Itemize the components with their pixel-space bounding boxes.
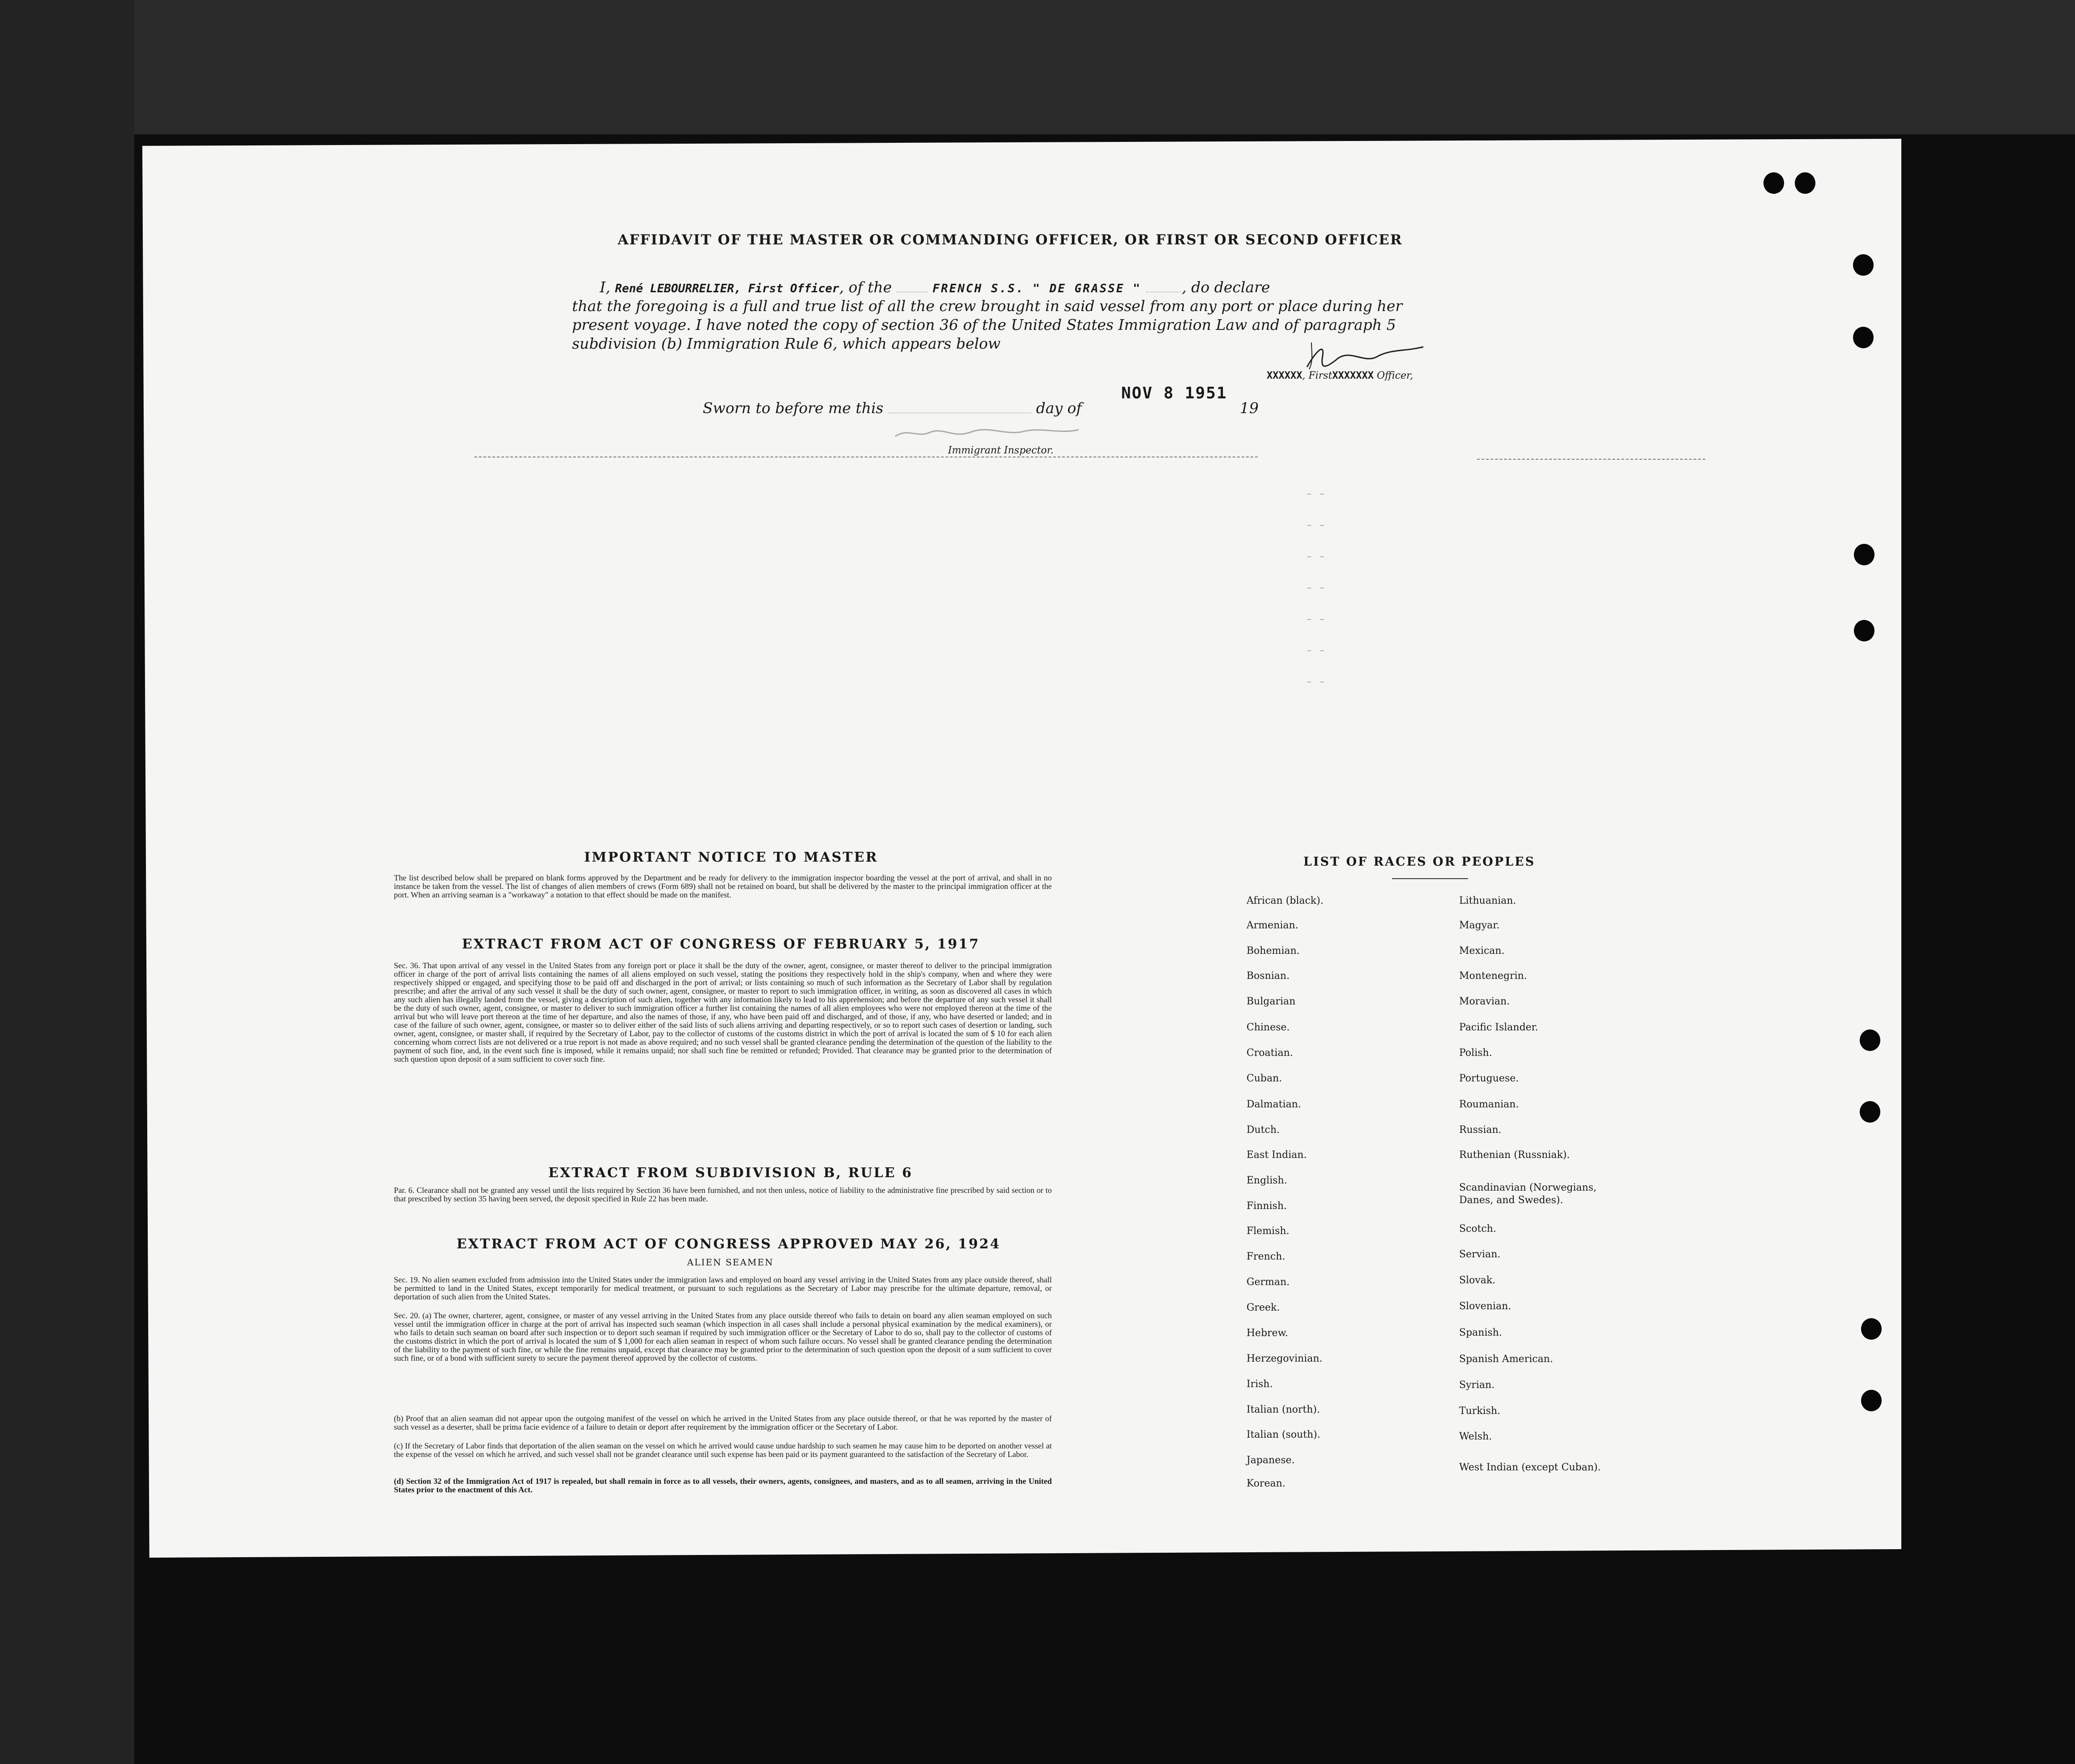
extract1-title: EXTRACT FROM ACT OF CONGRESS OF FEBRUARY 5, 1917 bbox=[462, 936, 980, 952]
race-left-item: French. bbox=[1247, 1251, 1285, 1262]
punch-hole bbox=[1795, 172, 1815, 194]
extract2-text: Par. 6. Clearance shall not be granted any vessel until the lists required by Section 36 have been furnished, and not then unless, notice of liability to the administrative fine prescribed by said section or to that prescribed by section 35 having been served, the deposit specified in Rule 22 has been made. bbox=[394, 1186, 1052, 1203]
punch-hole bbox=[1861, 1318, 1882, 1340]
race-right-item: Portuguese. bbox=[1459, 1073, 1519, 1084]
extract3-paragraph-4: (c) If the Secretary of Labor finds that deportation of the alien seaman on the vessel on which he arrived would cause undue hardship to such seamen he may cause him to be deported on another vessel at the expense of the vessel on which he arrived, and such vessel shall not be grandet clearance until such expense has been paid or its payment guaranteed to the satisfaction of the Secretary of Labor. bbox=[394, 1441, 1052, 1459]
race-right-item: Syrian. bbox=[1459, 1380, 1495, 1391]
race-right-item: Slovenian. bbox=[1459, 1301, 1511, 1312]
race-left-item: Japanese. bbox=[1247, 1455, 1295, 1466]
race-right-item: Spanish. bbox=[1459, 1327, 1502, 1338]
races-title: LIST OF RACES OR PEOPLES bbox=[1303, 855, 1536, 869]
race-left-item: Italian (south). bbox=[1247, 1429, 1320, 1440]
notice-title: IMPORTANT NOTICE TO MASTER bbox=[584, 850, 878, 865]
affidavit-line-2: that the foregoing is a full and true list of all the crew brought in said vessel from any port or place during her bbox=[572, 297, 1403, 315]
affidavit-i: I, bbox=[600, 278, 611, 296]
race-left-item: Dutch. bbox=[1247, 1124, 1280, 1136]
faint-dash: – – bbox=[1307, 582, 1327, 593]
affidavit-line-4: subdivision (b) Immigration Rule 6, which appears below bbox=[572, 335, 1001, 352]
race-left-item: East Indian. bbox=[1247, 1149, 1307, 1161]
race-right-item: Montenegrin. bbox=[1459, 970, 1527, 982]
race-right-item: Scandinavian (Norwegians, Danes, and Swedes). bbox=[1459, 1182, 1597, 1206]
race-left-item: German. bbox=[1247, 1277, 1290, 1288]
race-left-item: Flemish. bbox=[1247, 1226, 1289, 1237]
race-right-item: Welsh. bbox=[1459, 1431, 1492, 1442]
faint-dash: – – bbox=[1307, 613, 1327, 624]
extract2-title: EXTRACT FROM SUBDIVISION B, RULE 6 bbox=[548, 1165, 913, 1181]
race-left-item: Herzegovinian. bbox=[1247, 1353, 1323, 1364]
punch-hole bbox=[1854, 620, 1874, 641]
race-right-item: Lithuanian. bbox=[1459, 895, 1516, 906]
extract3-subtitle: ALIEN SEAMEN bbox=[687, 1257, 774, 1268]
race-left-item: Greek. bbox=[1247, 1302, 1280, 1313]
race-right-item: Russian. bbox=[1459, 1124, 1502, 1136]
officer-first-label: , First bbox=[1302, 370, 1332, 381]
officer-title-line bbox=[1267, 366, 1413, 386]
race-left-item: Finnish. bbox=[1247, 1200, 1287, 1212]
race-right-item: West Indian (except Cuban). bbox=[1459, 1462, 1601, 1473]
notice-text: The list described below shall be prepared on blank forms approved by the Department and be ready for delivery to the immigration inspector boarding the vessel at the port of arrival, and shall in no instance be taken from the vessel. The list of changes of alien members of crews (Form 689) shall not be retained on board, but shall be delivered by the master to the principal immigration officer at the port. When an arriving seaman is a "workaway" a notation to that effect should be made on the manifest. bbox=[394, 873, 1052, 899]
officer-label-end: Officer, bbox=[1377, 370, 1413, 381]
date-stamp: NOV 8 1951 bbox=[1121, 384, 1227, 402]
affidavit-title: AFFIDAVIT OF THE MASTER OR COMMANDING OFFICER, OR FIRST OR SECOND OFFICER bbox=[618, 232, 1403, 248]
punch-hole bbox=[1860, 1101, 1880, 1123]
race-right-item: Spanish American. bbox=[1459, 1354, 1553, 1365]
officer-struck-word-1: XXXXXX bbox=[1267, 370, 1302, 381]
race-right-item: Roumanian. bbox=[1459, 1099, 1519, 1110]
divider bbox=[1477, 459, 1705, 460]
officer-name: René LEBOURRELIER, First Officer bbox=[615, 282, 839, 295]
race-left-item: Armenian. bbox=[1247, 920, 1298, 931]
faint-dash: – – bbox=[1307, 676, 1327, 687]
punch-hole bbox=[1861, 1390, 1882, 1411]
punch-hole bbox=[1854, 544, 1874, 565]
extract1-text: Sec. 36. That upon arrival of any vessel in the United States from any foreign port or place it shall be the duty of the owner, agent, consignee, or master thereof to deliver to the principal immigration officer in charge of the port of arrival lists containing the names of all aliens employed on such vessel, stating the positions they respectively hold in the ship's company, when and where they were respectively shipped or engaged, and specifying those to be paid off and discharged in the port of arrival; or lists containing so much of such information as the Secretary of Labor shall by regulation prescribe; and after the arrival of any such vessel it shall be the duty of such owner, agent, consignee, or master to report to such immigration officer, in writing, as soon as discovered all cases in which any such alien has illegally landed from the vessel, giving a description of such alien, together with any information likely to lead to his apprehension; and before the departure of any such vessel it shall be the duty of such owner, agent, consignee, or master to deliver to such immigration officer a further list containing the names of all alien employees who were not employed thereon at the time of the arrival but who will leave port thereon at the time of her departure, and also the names of those, if any, who have been paid off and discharged, and of those, if any, who have deserted or landed; and in case of the failure of such owner, agent, consignee, or master so to deliver either of the said lists of such aliens arriving and departing respectively, or so to report such cases of desertion or landing, such owner, agent, consignee, or master shall, if required by the Secretary of Labor, pay to the collector of customs of the customs district in which the port of arrival is located the sum of $ 10 for each alien concerning whom correct lists are not delivered or a true report is not made as above required; and no such vessel shall be granted clearance pending the determination of the question of the liability to the payment of such fine, and, in the event such fine is imposed, while it remains unpaid; nor shall such fine be remitted or refunded; Provided. That clearance may be granted prior to the determination of such question upon deposit of a sum sufficient to cover such fine. bbox=[394, 961, 1052, 1064]
race-left-item: Bohemian. bbox=[1247, 945, 1300, 957]
scan-background-left bbox=[0, 0, 134, 1764]
extract3-paragraph-1: Sec. 19. No alien seamen excluded from admission into the United States under the immigration laws and employed on board any vessel arriving in the United States from any place outside thereof, shall be permitted to land in the United States, except temporarily for medical treatment, or pursuant to such regulations as the Secretary of Labor may prescribe for the ultimate departure, removal, or deportation of such alien from the United States. bbox=[394, 1275, 1052, 1301]
race-right-item: Turkish. bbox=[1459, 1405, 1501, 1417]
day-of-label: day of bbox=[1036, 399, 1082, 417]
race-left-item: Dalmatian. bbox=[1247, 1099, 1301, 1110]
affidavit-of-the: , of the bbox=[839, 278, 892, 296]
race-left-item: Irish. bbox=[1247, 1379, 1273, 1390]
race-right-item: Servian. bbox=[1459, 1249, 1501, 1260]
faint-dash: – – bbox=[1307, 519, 1327, 530]
punch-hole bbox=[1853, 254, 1874, 276]
inspector-label: Immigrant Inspector. bbox=[948, 445, 1054, 456]
extract3-paragraph-3: (b) Proof that an alien seaman did not appear upon the outgoing manifest of the vessel on which he arrived in the United States from any place outside thereof, or that he was reported by the master of such vessel as a deserter, shall be prima facie evidence of a failure to detain or deport after requirement by the immigration officer or the Secretary of Labor. bbox=[394, 1414, 1052, 1431]
punch-hole bbox=[1860, 1029, 1880, 1051]
faint-dash: – – bbox=[1307, 488, 1327, 499]
race-left-item: African (black). bbox=[1247, 895, 1324, 906]
race-right-item: Slovak. bbox=[1459, 1275, 1496, 1286]
race-left-item: Bosnian. bbox=[1247, 970, 1290, 982]
scan-background-top bbox=[0, 0, 2075, 134]
extract3-paragraph-2: Sec. 20. (a) The owner, charterer, agent, consignee, or master of any vessel arriving in the United States from any place outside thereof who fails to detain on board any alien seaman employed on such vessel until the immigration officer in charge at the port of arrival has inspected such seaman (which inspection in all cases shall include a personal physical examination by the medical examiners), or who fails to detain such seaman on board after such inspection or to deport such seaman if required by such immigration officer or the Secretary of Labor to do so, shall pay to the collector of customs of the customs district in which the port of arrival is located the sum of $ 1,000 for each alien seaman in respect of whom such failure occurs. No vessel shall be granted clearance pending the determination of the liability to the payment of such fine, or while the fine remains unpaid, except that clearance may be granted prior to the determination of such question upon the deposit of a sum sufficient to cover such fine, or of a bond with sufficient surety to secure the payment thereof approved by the collector of customs. bbox=[394, 1311, 1052, 1363]
race-right-item: Mexican. bbox=[1459, 945, 1505, 957]
race-left-item: Cuban. bbox=[1247, 1073, 1282, 1084]
sworn-line bbox=[703, 398, 1082, 418]
race-left-item: English. bbox=[1247, 1175, 1287, 1186]
race-right-item: Pacific Islander. bbox=[1459, 1022, 1538, 1033]
extract3-paragraph-5: (d) Section 32 of the Immigration Act of 1917 is repealed, but shall remain in force as to all vessels, their owners, agents, consignees, and masters, and as to all seamen, arriving in the United States prior to the enactment of this Act. bbox=[394, 1477, 1052, 1494]
punch-hole bbox=[1763, 172, 1784, 194]
affidavit-do-declare: , do declare bbox=[1182, 278, 1270, 296]
race-right-item: Moravian. bbox=[1459, 996, 1510, 1007]
faint-dash: – – bbox=[1307, 551, 1327, 561]
race-left-item: Bulgarian bbox=[1247, 996, 1296, 1007]
race-right-item: Scotch. bbox=[1459, 1223, 1496, 1234]
races-title-rule bbox=[1392, 878, 1468, 879]
affidavit-line-1 bbox=[600, 278, 1423, 299]
race-left-item: Croatian. bbox=[1247, 1047, 1293, 1059]
race-left-item: Chinese. bbox=[1247, 1022, 1290, 1033]
extract3-title: EXTRACT FROM ACT OF CONGRESS APPROVED MAY 26, 1924 bbox=[457, 1236, 1001, 1252]
race-left-item: Hebrew. bbox=[1247, 1328, 1289, 1339]
sworn-label: Sworn to before me this bbox=[703, 399, 884, 417]
race-left-item: Korean. bbox=[1247, 1478, 1285, 1489]
faint-dash: – – bbox=[1307, 645, 1327, 655]
vessel-name: FRENCH S.S. " DE GRASSE " bbox=[932, 282, 1141, 295]
punch-hole bbox=[1853, 327, 1874, 348]
race-left-item: Italian (north). bbox=[1247, 1404, 1320, 1415]
officer-struck-word-2: XXXXXXX bbox=[1332, 370, 1374, 381]
year-prefix: 19 bbox=[1240, 399, 1259, 417]
race-right-item: Polish. bbox=[1459, 1047, 1492, 1059]
race-right-item: Magyar. bbox=[1459, 920, 1500, 931]
race-right-item: Ruthenian (Russniak). bbox=[1459, 1149, 1570, 1161]
affidavit-line-3: present voyage. I have noted the copy of section 36 of the United States Immigration Law and of paragraph 5 bbox=[572, 316, 1396, 333]
